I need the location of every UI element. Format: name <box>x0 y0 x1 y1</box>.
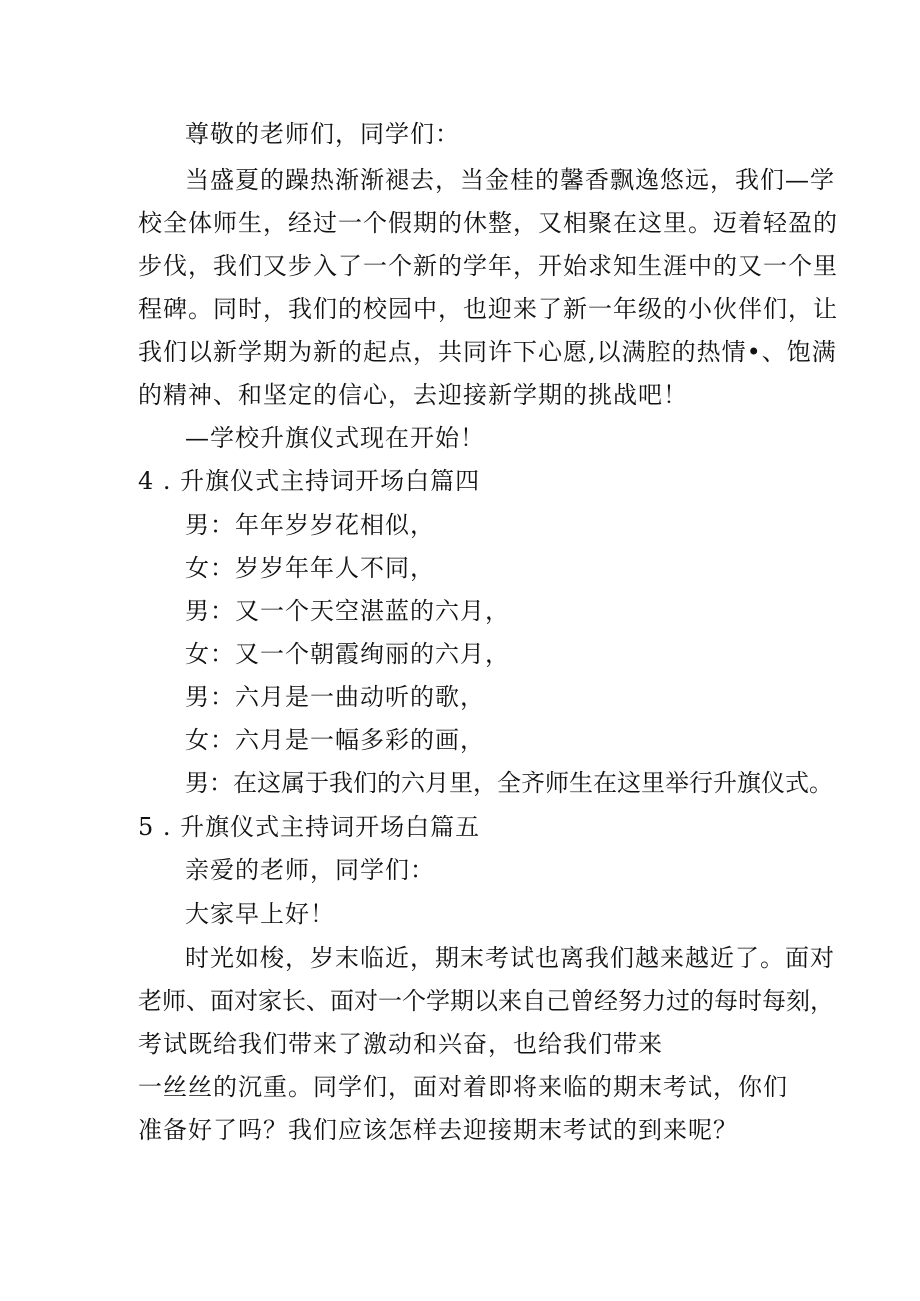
greeting: 大家早上好！ <box>185 900 335 928</box>
dialogue-line: 男：又一个天空湛蓝的六月， <box>185 597 510 625</box>
announcement: —学校升旗仪式现在开始！ <box>185 424 485 452</box>
paragraph-line: 步伐，我们又步入了一个新的学年，开始求知生涯中的又一个里 <box>138 252 838 280</box>
paragraph-line: 的精神、和坚定的信心，去迎接新学期的挑战吧！ <box>138 381 688 409</box>
dialogue-line: 男：在这属于我们的六月里，全齐师生在这里举行升旗仪式。 <box>185 769 833 797</box>
paragraph-line: 我们以新学期为新的起点，共同许下心愿,以满腔的热情•、饱满 <box>138 338 837 366</box>
dialogue-line: 女：岁岁年年人不同， <box>185 554 435 582</box>
paragraph-line: 考试既给我们带来了激动和兴奋，也给我们带来 <box>138 1030 663 1058</box>
salutation: 亲爱的老师，同学们： <box>185 856 435 884</box>
section-heading: 4 . 升旗仪式主持词开场白篇四 <box>138 467 481 495</box>
salutation: 尊敬的老师们，同学们： <box>185 120 460 148</box>
dialogue-line: 男：年年岁岁花相似， <box>185 511 435 539</box>
dialogue-line: 女：六月是一幅多彩的画， <box>185 726 485 754</box>
section-heading: 5 . 升旗仪式主持词开场白篇五 <box>138 813 481 841</box>
paragraph-line: 程碑。同时，我们的校园中，也迎来了新一年级的小伙伴们，让 <box>138 295 838 323</box>
paragraph-line: 校全体师生，经过一个假期的休整，又相聚在这里。迈着轻盈的 <box>138 209 838 237</box>
paragraph-line: 准备好了吗？我们应该怎样去迎接期末考试的到来呢？ <box>138 1116 738 1144</box>
paragraph-line: 一丝丝的沉重。同学们，面对着即将来临的期末考试，你们 <box>138 1073 788 1101</box>
dialogue-line: 女：又一个朝霞绚丽的六月， <box>185 640 510 668</box>
dialogue-line: 男：六月是一曲动听的歌， <box>185 683 485 711</box>
paragraph-line: 当盛夏的躁热渐渐褪去，当金桂的馨香飘逸悠远，我们—学 <box>185 166 835 194</box>
paragraph-line: 时光如梭，岁末临近，期末考试也离我们越来越近了。面对 <box>185 944 835 972</box>
paragraph-line: 老师、面对家长、面对一个学期以来自己曾经努力过的每时每刻， <box>138 987 834 1015</box>
